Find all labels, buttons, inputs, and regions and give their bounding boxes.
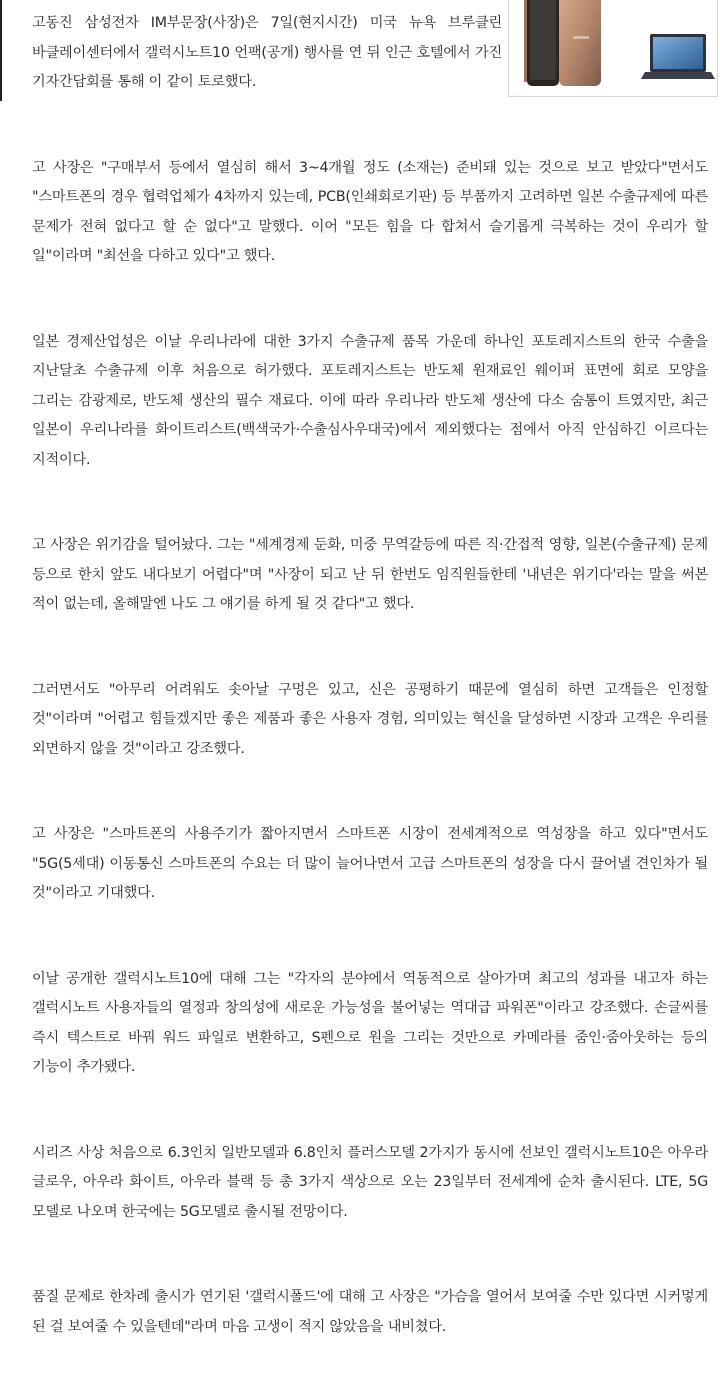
left-divider: [0, 0, 2, 101]
paragraph: 시리즈 사상 처음으로 6.3인치 일반모델과 6.8인치 플러스모델 2가지가 동시에 선보인 갤럭시노트10은 아우라 글로우, 아우라 화이트, 아우라 블랙 등 총 3가지 색상으로 오는 23일부터 전세계에 순차 출시된다. LTE, 5G 모델로 나오며 한국에는 5G모델로 출시될 전망이다.: [32, 1144, 708, 1220]
paragraph: 품질 문제로 한차례 출시가 연기된 '갤럭시폴드'에 대해 고 사장은 "가슴을 열어서 보여줄 수만 있다면 시커멓게 된 걸 보여줄 수 있을텐데"라며 마음 고생이 적지 않았음을 내비쳤다.: [32, 1289, 708, 1335]
paragraph: 고 사장은 "구매부서 등에서 열심히 해서 3~4개월 정도 (소재는) 준비돼 있는 것으로 보고 받았다"면서도 "스마트폰의 경우 협력업체가 4차까지 있는데, PCB(인쇄회로기판) 등 부품까지 고려하면 일본 수출규제에 따른 문제가 전혀 없다고 할 순 없다"고 말했다. 이어 "모든 힘을 다 합쳐서 슬기롭게 극복하는 것이 우리가 할 일"이라며 "최선을 다하고 있다"고 했다.: [32, 159, 708, 264]
paragraph: 이날 공개한 갤럭시노트10에 대해 그는 "각자의 분야에서 역동적으로 살아가며 최고의 성과를 내고자 하는 갤럭시노트 사용자들의 열정과 창의성에 새로운 가능성을 불어넣는 역대급 파워폰"이라고 강조했다. 손글씨를 즉시 텍스트로 바꿔 워드 파일로 변환하고, S펜으로 원을 그리는 것만으로 카메라를 줌인·줌아웃하는 등의 기능이 추가됐다.: [32, 970, 708, 1075]
paragraph: 고동진 삼성전자 IM부문장(사장)은 7일(현지시간) 미국 뉴욕 브루클린 바클레이센터에서 갤럭시노트10 언팩(공개) 행사를 연 뒤 인근 호텔에서 가진 기자간담회를 통해 이 같이 토로했다.: [32, 15, 502, 90]
paragraph: 그러면서도 "아무리 어려워도 솟아날 구멍은 있고, 신은 공평하기 때문에 열심히 하면 고객들은 인정할 것"이라며 "어렵고 힘들겠지만 좋은 제품과 좋은 사용자 경험, 의미있는 혁신을 달성하면 시장과 고객은 우리를 외면하지 않을 것"이라고 강조했다.: [32, 681, 708, 757]
intro-block: [32, 9, 502, 98]
paragraph: 고 사장은 위기감을 털어놨다. 그는 "세계경제 둔화, 미중 무역갈등에 따른 직·간접적 영향, 일본(수출규제) 문제 등으로 한치 앞도 내다보기 어렵다"며 "사장이 되고 난 뒤 한번도 임직원들한테 '내년은 위기다'라는 말을 써본 적이 없는데, 올해말엔 나도 그 얘기를 하게 될 것 같다"고 했다.: [32, 537, 708, 612]
paragraph: 일본 경제산업성은 이날 우리나라에 대한 3가지 수출규제 품목 가운데 하나인 포토레지스트의 한국 수출을 지난달초 수출규제 이후 처음으로 허가했다. 포토레지스트는 반도체 원재료인 웨이퍼 표면에 회로 모양을 그리는 감광제로, 반도체 생산의 필수 재료다. 이에 따라 우리나라 반도체 생산에 다소 숨통이 트였지만, 최근 일본이 우리나라를 화이트리스트(백색국가·수출심사우대국)에서 제외했다는 점에서 아직 안심하긴 이르다는 지적이다.: [32, 333, 708, 468]
paragraph: 고 사장은 "스마트폰의 사용주기가 짧아지면서 스마트폰 시장이 전세계적으로 역성장을 하고 있다"면서도 "5G(5세대) 이동통신 스마트폰의 수요는 더 많이 늘어나면서 고급 스마트폰의 성장을 다시 끌어낼 견인차가 될 것"이라고 기대했다.: [32, 826, 708, 901]
article-body: [32, 0, 708, 1398]
